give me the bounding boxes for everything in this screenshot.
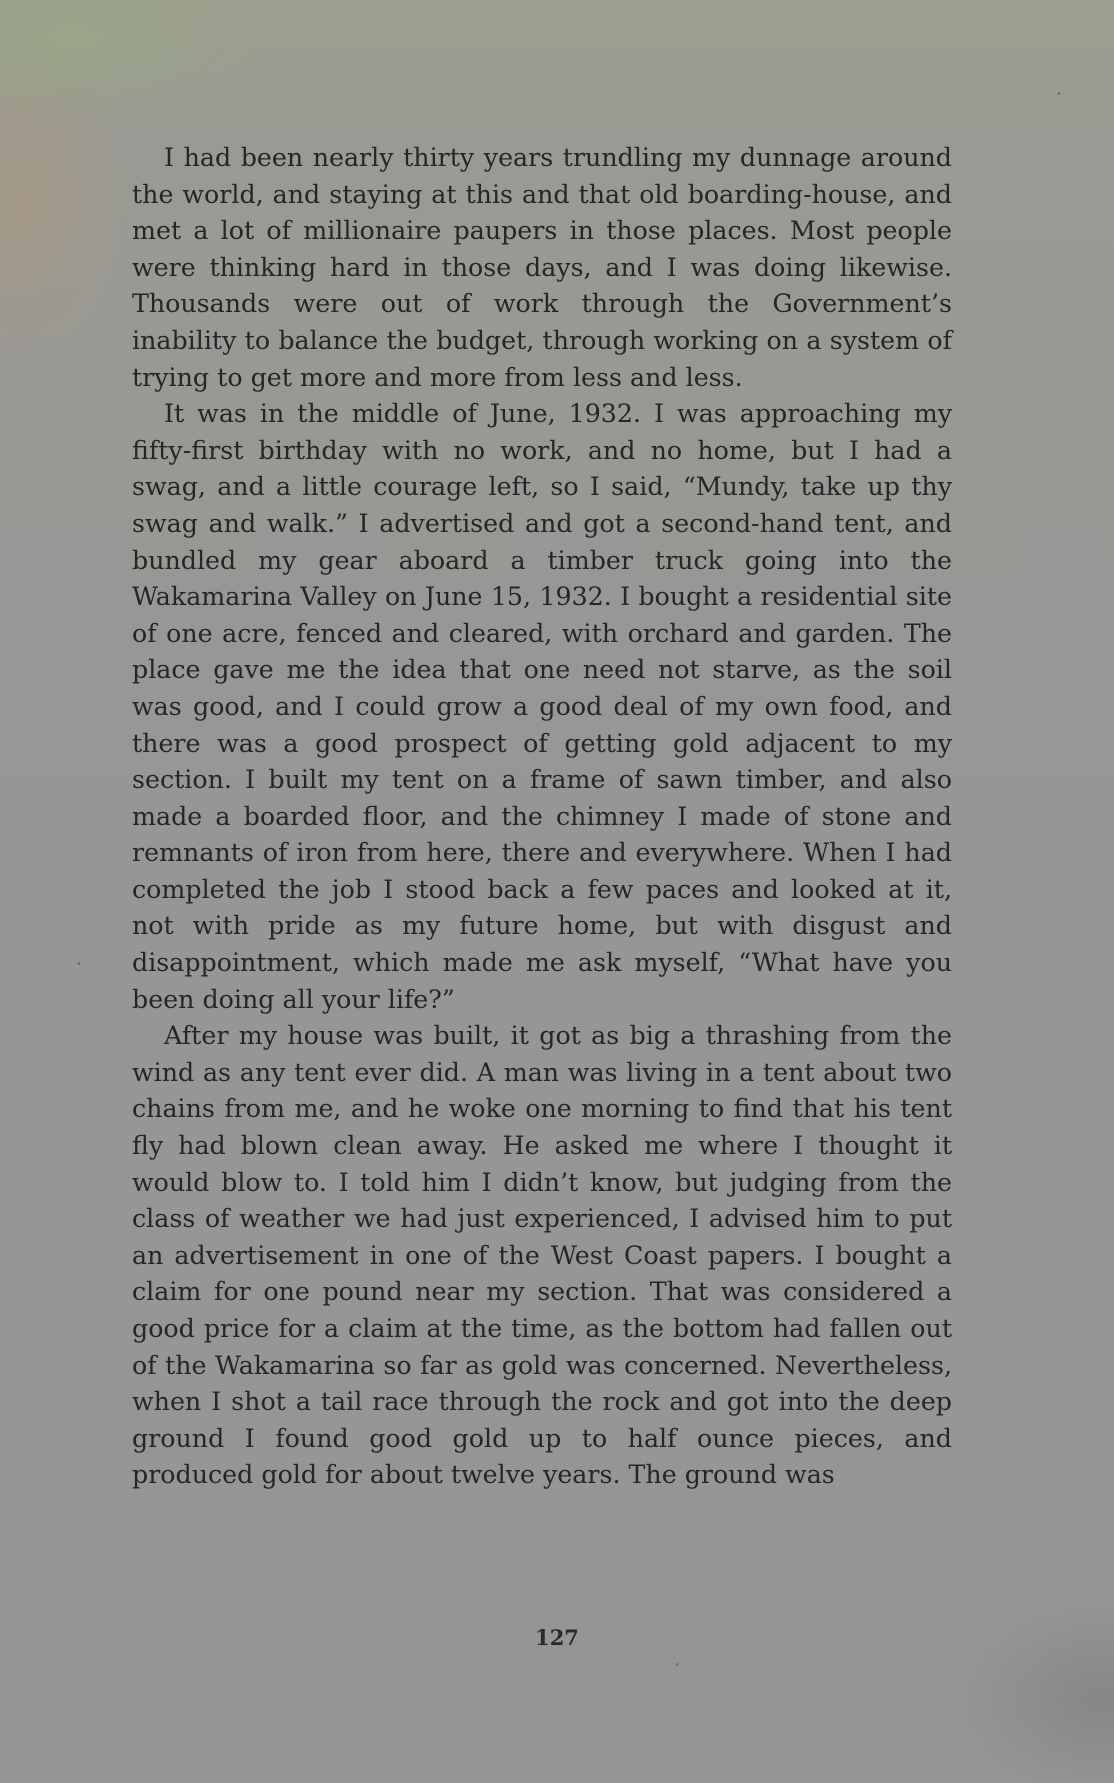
paper-speck [675, 1663, 678, 1667]
body-text [132, 140, 952, 1494]
paragraph-3: After my house was built, it got as big a thrashing from the wind as any tent ever did. A man was living in a tent about two chains from me, and he woke one morning to find that his tent fly had blown clean away. He asked me where I thought it would blow to. I told him I didn’t know, but judging from the class of weather we had just experienced, I advised him to put an advertisement in one of the West Coast papers. I bought a claim for one pound near my section. That was considered a good price for a claim at the time, as the bottom had fallen out of the Wakamarina so far as gold was concerned. Nevertheless, when I shot a tail race through the rock and got into the deep ground I found good gold up to half ounce pieces, and produced gold for about twelve years. The ground was [132, 1021, 952, 1490]
paragraph-1: I had been nearly thirty years trundling my dunnage around the world, and staying at this and that old boarding-house, and met a lot of millionaire paupers in those places. Most people were thinking hard in those days, and I was doing likewise. Thousands were out of work through the Government’s inability to balance the budget, through working on a system of trying to get more and more from less and less. [132, 143, 952, 392]
paragraph-2: It was in the middle of June, 1932. I was approaching my fifty-first birthday with no work, and no home, but I had a swag, and a little courage left, so I said, “Mundy, take up thy swag and walk.” I advertised and got a second-hand tent, and bundled my gear aboard a timber truck going into the Wakamarina Valley on June 15, 1932. I bought a residential site of one acre, fenced and cleared, with orchard and garden. The place gave me the idea that one need not starve, as the soil was good, and I could grow a good deal of my own food, and there was a good prospect of getting gold adjacent to my section. I built my tent on a frame of sawn timber, and also made a boarded floor, and the chimney I made of stone and remnants of iron from here, there and everywhere. When I had completed the job I stood back a few paces and looked at it, not with pride as my future home, but with disgust and disappointment, which made me ask myself, “What have you been doing all your life?” [132, 399, 952, 1014]
page-number: 127 [535, 1625, 579, 1650]
paper-speck [1058, 92, 1060, 95]
paper-speck [78, 962, 80, 965]
